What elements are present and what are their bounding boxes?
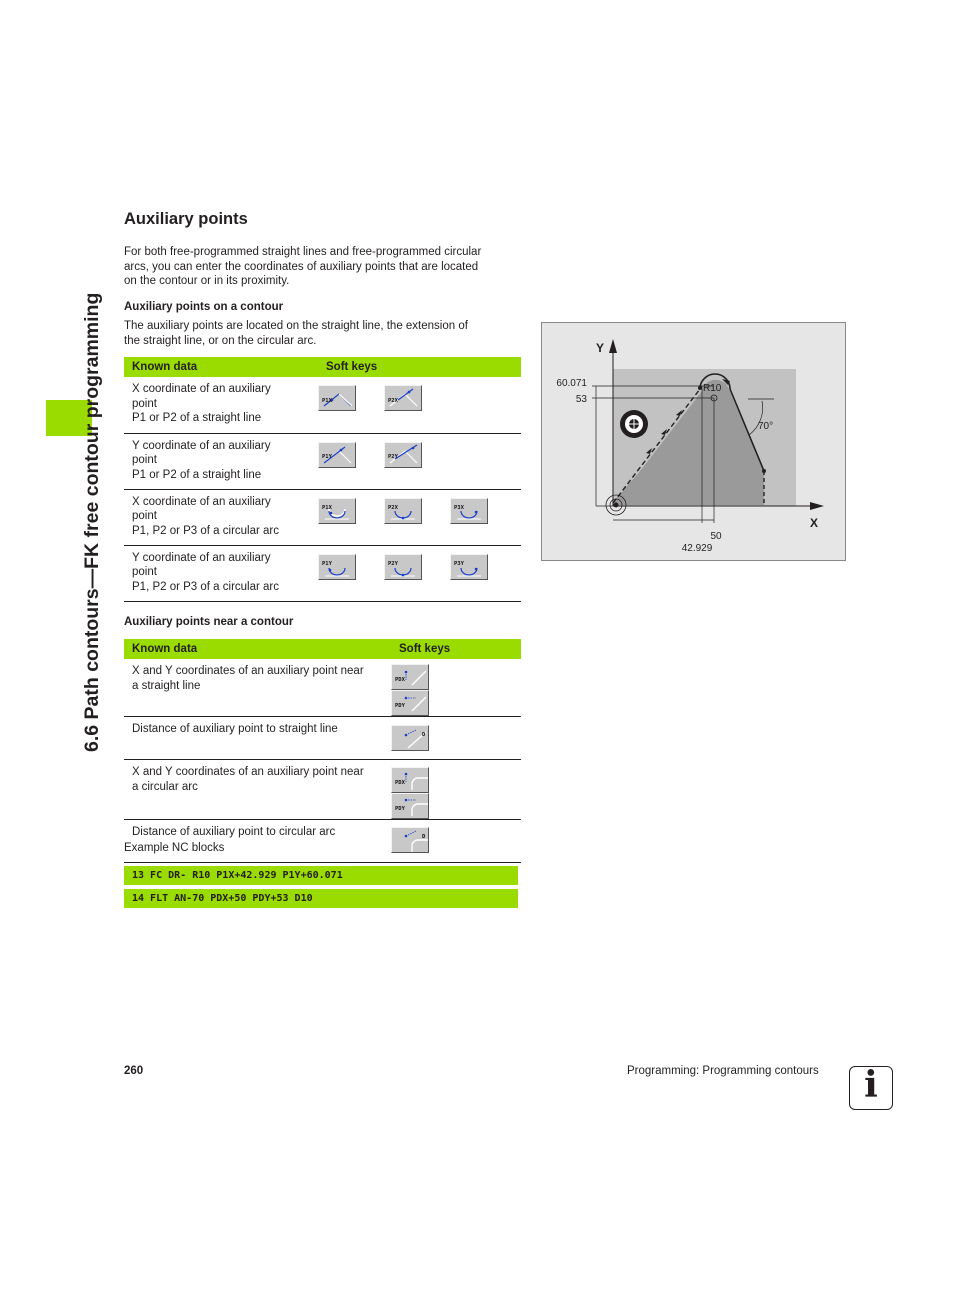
angle-label: 70° xyxy=(758,421,774,432)
softkey-label: P2X xyxy=(388,504,398,511)
nc-block-14: 14 FLT AN-70 PDX+50 PDY+53 D10 xyxy=(124,889,518,908)
softkey-label: P2X xyxy=(388,397,398,404)
near-contour-table xyxy=(124,639,521,863)
x-value-50: 50 xyxy=(710,531,722,542)
table-row xyxy=(124,545,521,601)
footer-chapter: Programming: Programming contours xyxy=(627,1065,819,1077)
softkey-label: D xyxy=(422,834,426,840)
softkey-p2x[interactable] xyxy=(384,385,422,411)
cell-line: a straight line xyxy=(132,679,201,692)
soft-keys-cell xyxy=(391,659,521,717)
cell-line: P1 or P2 of a straight line xyxy=(132,468,262,481)
near-contour-heading: Auxiliary points near a contour xyxy=(124,616,294,628)
on-contour-table xyxy=(124,357,521,602)
softkey-label: PDX xyxy=(395,779,405,786)
contour-diagram xyxy=(541,322,846,561)
softkey-p2y[interactable] xyxy=(384,442,422,468)
cell-line: P1, P2 or P3 of a circular arc xyxy=(132,524,280,537)
table-row xyxy=(124,717,521,760)
softkey-label: P3Y xyxy=(454,560,464,567)
cell-line: Y coordinate of an auxiliary xyxy=(132,439,271,452)
diagram-svg xyxy=(542,323,847,562)
cell-line: X coordinate of an auxiliary xyxy=(132,383,271,395)
example-label: Example NC blocks xyxy=(124,842,225,854)
on-contour-line: the straight line, or on the circular arc. xyxy=(124,334,317,347)
softkey-p1x[interactable] xyxy=(318,385,356,411)
cell-line: X and Y coordinates of an auxiliary point near xyxy=(132,766,364,778)
soft-keys-cell xyxy=(318,545,521,601)
softkey-label: P1X xyxy=(322,397,332,404)
page-number: 260 xyxy=(124,1065,144,1077)
soft-keys-cell xyxy=(391,717,521,760)
info-glyph: i xyxy=(864,1064,878,1106)
table-row xyxy=(124,433,521,489)
nc-block-13: 13 FC DR- R10 P1X+42.929 P1Y+60.071 xyxy=(124,866,518,885)
table-row xyxy=(124,489,521,545)
info-icon xyxy=(849,1066,893,1110)
softkey-label: P1Y xyxy=(322,560,332,567)
known-data-cell xyxy=(124,433,318,489)
softkey-label: P2Y xyxy=(388,454,398,460)
cell-line: P1 or P2 of a straight line xyxy=(132,412,262,424)
side-tab-marker xyxy=(46,400,92,436)
side-title: 6.6 Path contours—FK free contour programming xyxy=(81,292,103,752)
y-axis-label: Y xyxy=(595,341,604,355)
table-row xyxy=(124,760,521,820)
cell-line: point xyxy=(132,566,157,578)
softkey-p3y-arc[interactable] xyxy=(450,554,488,580)
x-axis-label: X xyxy=(810,516,819,530)
cell-line: P1, P2 or P3 of a circular arc xyxy=(132,580,280,593)
softkey-p1x-arc[interactable] xyxy=(318,498,356,524)
known-data-cell xyxy=(124,545,318,601)
soft-keys-cell xyxy=(391,760,521,820)
soft-keys-cell xyxy=(318,377,521,433)
intro-text xyxy=(124,245,481,289)
softkey-p3x-arc[interactable] xyxy=(450,498,488,524)
cell-line: point xyxy=(132,510,157,522)
softkey-label: P3X xyxy=(454,504,464,511)
softkey-label: PDY xyxy=(395,805,405,812)
cell-line: X coordinate of an auxiliary xyxy=(132,495,271,508)
softkey-pdy-line[interactable] xyxy=(391,690,429,716)
softkey-pdx-arc[interactable] xyxy=(391,767,429,793)
col-soft-keys: Soft keys xyxy=(391,639,521,659)
intro-line: For both free-programmed straight lines and free-programmed circular xyxy=(124,246,482,258)
cell-line: Distance of auxiliary point to circular arc xyxy=(132,826,336,838)
section-title: Auxiliary points xyxy=(124,210,248,228)
col-known-data: Known data xyxy=(124,639,391,659)
known-data-cell xyxy=(124,659,391,717)
known-data-cell xyxy=(124,717,391,760)
cell-line: a circular arc xyxy=(132,780,198,793)
x-value-42929: 42.929 xyxy=(681,543,713,554)
softkey-label: D xyxy=(422,732,426,738)
col-soft-keys: Soft keys xyxy=(318,357,521,377)
softkey-label: PDX xyxy=(395,676,405,683)
softkey-d-line[interactable] xyxy=(391,725,429,751)
softkey-label: P1Y xyxy=(322,454,332,460)
cell-line: point xyxy=(132,397,157,410)
cell-line: Y coordinate of an auxiliary xyxy=(132,551,271,564)
table-row xyxy=(124,377,521,433)
softkey-p1y-arc[interactable] xyxy=(318,554,356,580)
known-data-cell xyxy=(124,760,391,820)
intro-line: on the contour or in its proximity. xyxy=(124,275,290,288)
soft-keys-cell xyxy=(391,820,521,863)
softkey-label: P2Y xyxy=(388,560,398,567)
on-contour-text xyxy=(124,319,468,348)
y-value-53: 53 xyxy=(575,394,587,405)
softkey-d-arc[interactable] xyxy=(391,827,429,853)
soft-keys-cell xyxy=(318,433,521,489)
soft-keys-cell xyxy=(318,489,521,545)
softkey-label: PDY xyxy=(395,702,405,709)
on-contour-heading: Auxiliary points on a contour xyxy=(124,301,284,313)
x-axis-arrow xyxy=(810,502,824,510)
softkey-label: P1X xyxy=(322,504,332,511)
y-value-60071: 60.071 xyxy=(556,378,587,389)
cell-line: point xyxy=(132,454,157,466)
softkey-p1y[interactable] xyxy=(318,442,356,468)
col-known-data: Known data xyxy=(124,357,318,377)
softkey-pdx-line[interactable] xyxy=(391,664,429,690)
softkey-p2y-arc[interactable] xyxy=(384,554,422,580)
y-axis-arrow xyxy=(609,339,617,353)
cell-line: Distance of auxiliary point to straight line xyxy=(132,723,338,735)
milling-tool-icon xyxy=(620,410,648,438)
table-row xyxy=(124,659,521,717)
intro-line: arcs, you can enter the coordinates of auxiliary points that are located xyxy=(124,260,479,273)
cell-line: X and Y coordinates of an auxiliary point near xyxy=(132,665,364,677)
on-contour-line: The auxiliary points are located on the straight line, the extension of xyxy=(124,320,468,332)
known-data-cell xyxy=(124,377,318,433)
softkey-p2x-arc[interactable] xyxy=(384,498,422,524)
radius-label: R10 xyxy=(703,383,722,394)
known-data-cell xyxy=(124,489,318,545)
softkey-pdy-arc[interactable] xyxy=(391,793,429,819)
